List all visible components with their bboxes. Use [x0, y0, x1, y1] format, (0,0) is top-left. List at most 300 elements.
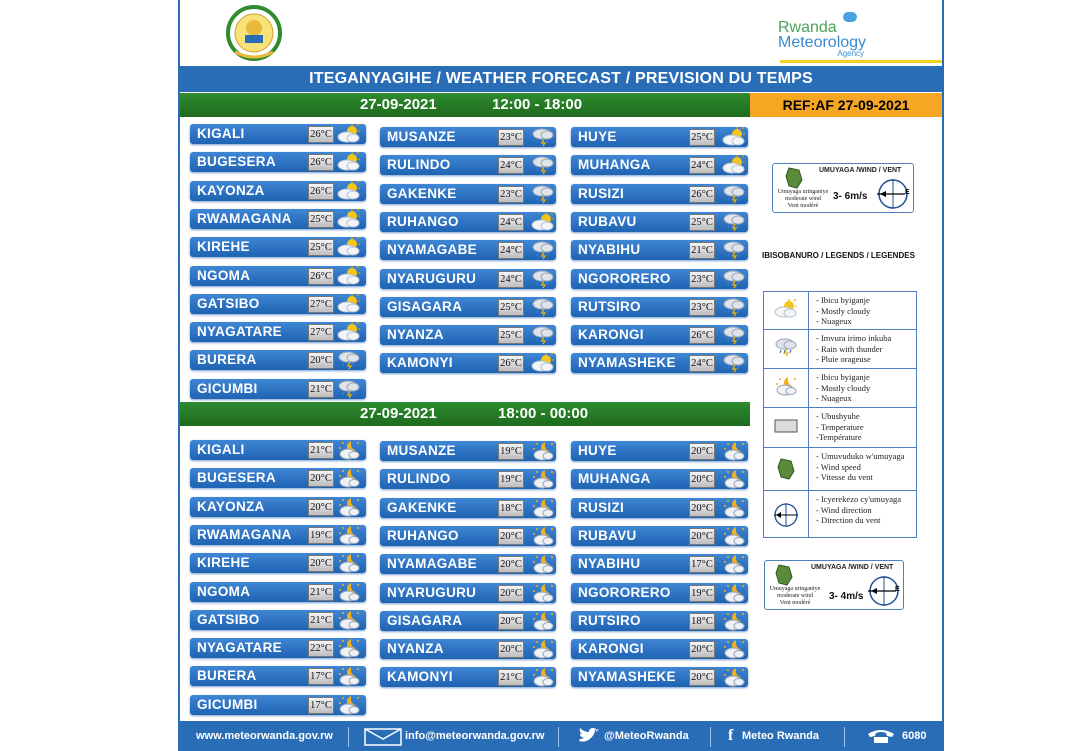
legend-text	[816, 411, 864, 443]
night-cloudy-icon	[336, 666, 362, 686]
temperature-value: 20°C	[308, 470, 334, 487]
night-cloudy-icon	[530, 526, 556, 546]
period-1-date: 27-09-2021	[360, 96, 437, 113]
city-row-ngororero	[571, 269, 748, 289]
temperature-value: 25°C	[308, 239, 334, 256]
city-row-nyagatare	[190, 638, 366, 658]
partly-cloudy-icon	[764, 292, 809, 330]
legend-item	[763, 291, 917, 331]
temperature-value: 19°C	[308, 527, 334, 544]
city-row-nyamasheke	[571, 667, 748, 687]
city-name: RUTSIRO	[578, 613, 641, 628]
footer-divider	[348, 727, 349, 747]
city-row-rwamagana	[190, 209, 366, 229]
temperature-value: 20°C	[498, 585, 524, 602]
temperature-value: 20°C	[498, 528, 524, 545]
temperature-value: 25°C	[689, 214, 715, 231]
city-name: NYAMASHEKE	[578, 669, 676, 684]
rain-thunder-icon	[530, 240, 556, 260]
footer-divider	[558, 727, 559, 747]
legend-text	[816, 295, 870, 327]
night-cloudy-icon	[336, 497, 362, 517]
temperature-value: 17°C	[308, 668, 334, 685]
temperature-value: 17°C	[689, 556, 715, 573]
night-cloudy-icon	[721, 611, 747, 631]
city-name: KAMONYI	[387, 355, 453, 370]
city-name: NYAGATARE	[197, 640, 282, 655]
city-name: RULINDO	[387, 471, 451, 486]
city-name: KIREHE	[197, 555, 250, 570]
night-cloudy-icon	[336, 525, 362, 545]
city-row-burera	[190, 350, 366, 370]
city-name: BUGESERA	[197, 470, 276, 485]
temperature-value: 21°C	[308, 584, 334, 601]
temperature-value: 21°C	[689, 242, 715, 259]
city-name: NGOMA	[197, 584, 251, 599]
city-row-nyamasheke	[571, 353, 748, 373]
wind-1-dir: E	[905, 189, 910, 196]
city-row-nyaruguru	[380, 583, 556, 603]
night-cloudy-icon	[336, 610, 362, 630]
city-row-musanze	[380, 127, 556, 147]
legend-line: - Imvura irimo inkuba	[816, 333, 892, 343]
city-name: BURERA	[197, 352, 257, 367]
legend-line: -Température	[816, 432, 862, 442]
period-1-header	[180, 93, 750, 117]
city-name: NYANZA	[387, 327, 444, 342]
city-row-kirehe	[190, 553, 366, 573]
wind-2-speed: 3- 4m/s	[829, 591, 864, 602]
city-name: NYABIHU	[578, 242, 641, 257]
city-row-bugesera	[190, 152, 366, 172]
legend-line: - Umuvuduko w'umuyaga	[816, 451, 905, 461]
legend-line: - Pluie orageuse	[816, 354, 871, 364]
legend-line: - Icyerekezo cy'umuyaga	[816, 494, 902, 504]
partly-cloudy-icon	[721, 155, 747, 175]
temperature-value: 19°C	[498, 443, 524, 460]
city-row-kamonyi	[380, 667, 556, 687]
city-name: KIREHE	[197, 239, 250, 254]
city-row-rulindo	[380, 469, 556, 489]
temperature-value: 27°C	[308, 296, 334, 313]
legend-item	[763, 407, 917, 448]
city-row-burera	[190, 666, 366, 686]
legend-line: - Wind direction	[816, 504, 872, 515]
city-name: RUBAVU	[578, 528, 637, 543]
temperature-value: 21°C	[308, 381, 334, 398]
city-row-rubavu	[571, 212, 748, 232]
legend-text	[816, 451, 904, 483]
city-name: KAMONYI	[387, 669, 453, 684]
night-cloudy-icon	[721, 639, 747, 659]
night-cloudy-icon	[530, 583, 556, 603]
period-1-time: 12:00 - 18:00	[492, 96, 583, 113]
city-name: NGORORERO	[578, 585, 671, 600]
rain-thunder-icon	[530, 155, 556, 175]
legend-line: - Direction du vent	[816, 515, 881, 525]
footer-divider	[710, 727, 711, 747]
temperature-value: 23°C	[498, 129, 524, 146]
night-cloudy-icon	[530, 639, 556, 659]
temperature-value: 24°C	[498, 214, 524, 231]
wind-speed-icon	[773, 563, 795, 587]
temperature-value: 20°C	[308, 352, 334, 369]
temperature-value: 26°C	[689, 327, 715, 344]
legend-line: - Vitesse du vent	[816, 472, 873, 482]
rwanda-emblem-logo	[225, 4, 283, 62]
city-row-nyanza	[380, 639, 556, 659]
agency-logo	[778, 20, 866, 58]
city-row-kigali	[190, 440, 366, 460]
city-name: NYAMASHEKE	[578, 355, 676, 370]
email-icon	[364, 728, 402, 746]
partly-cloudy-icon	[530, 212, 556, 232]
temperature-value: 24°C	[498, 157, 524, 174]
city-name: GISAGARA	[387, 299, 463, 314]
wind-1-speed: 3- 6m/s	[833, 191, 868, 202]
partly-cloudy-icon	[336, 181, 362, 201]
city-name: RUHANGO	[387, 214, 459, 229]
city-row-rubavu	[571, 526, 748, 546]
rain-thunder-icon	[721, 240, 747, 260]
city-name: NYABIHU	[578, 556, 641, 571]
city-row-nyamagabe	[380, 554, 556, 574]
city-name: KAYONZA	[197, 183, 265, 198]
footer	[180, 721, 942, 751]
city-name: BURERA	[197, 668, 257, 683]
rain-thunder-icon	[336, 350, 362, 370]
city-row-nyagatare	[190, 322, 366, 342]
agency-name-line2: Meteorology	[778, 34, 867, 51]
city-row-nyabihu	[571, 554, 748, 574]
temperature-value: 22°C	[308, 640, 334, 657]
city-row-rutsiro	[571, 611, 748, 631]
city-name: MUHANGA	[578, 471, 651, 486]
phone-icon	[866, 728, 896, 744]
city-name: KARONGI	[578, 641, 644, 656]
night-cloudy-icon	[530, 469, 556, 489]
partly-cloudy-icon	[336, 237, 362, 257]
legend-line: - Ibicu byiganje	[816, 372, 870, 382]
period-2-header	[180, 402, 750, 426]
night-cloudy-icon	[530, 554, 556, 574]
city-row-rulindo	[380, 155, 556, 175]
city-row-rutsiro	[571, 297, 748, 317]
legend-item	[763, 368, 917, 408]
temperature-value: 19°C	[689, 585, 715, 602]
city-row-gicumbi	[190, 695, 366, 715]
night-cloudy-icon	[336, 695, 362, 715]
night-cloudy-icon	[530, 441, 556, 461]
night-cloudy-icon	[721, 498, 747, 518]
city-row-bugesera	[190, 468, 366, 488]
temperature-value: 24°C	[689, 157, 715, 174]
city-name: NYANZA	[387, 641, 444, 656]
city-name: GICUMBI	[197, 381, 258, 396]
city-name: MUSANZE	[387, 129, 456, 144]
rain-thunder-icon	[721, 269, 747, 289]
partly-cloudy-icon	[336, 124, 362, 144]
temperature-value: 25°C	[498, 299, 524, 316]
email-link[interactable]: info@meteorwanda.gov.rw	[405, 730, 545, 742]
temperature-value: 26°C	[308, 126, 334, 143]
temperature-value: 20°C	[689, 528, 715, 545]
twitter-link[interactable]: @MeteoRwanda	[604, 730, 689, 742]
temperature-value: 23°C	[498, 186, 524, 203]
rain-thunder-icon	[530, 325, 556, 345]
legend-item	[763, 490, 917, 538]
legend-line: - Wind speed	[816, 461, 861, 472]
wind-box-2	[764, 560, 904, 610]
agency-name-line1: Rwanda	[778, 19, 837, 36]
temperature-value: 25°C	[498, 327, 524, 344]
temperature-value: 19°C	[498, 471, 524, 488]
agency-name-line3: Agency	[837, 49, 865, 58]
wind-2-desc-rw: Umuyaga uringaniye	[769, 586, 821, 592]
partly-cloudy-icon	[336, 294, 362, 314]
temperature-value: 25°C	[308, 211, 334, 228]
city-row-rwamagana	[190, 525, 366, 545]
legend-line: - Mostly cloudy	[816, 382, 871, 393]
city-row-karongi	[571, 639, 748, 659]
temperature-value: 20°C	[689, 641, 715, 658]
city-name: GAKENKE	[387, 500, 457, 515]
rain-thunder-icon	[721, 353, 747, 373]
wind-1-desc-en: moderate wind	[785, 196, 821, 202]
temperature-value: 26°C	[689, 186, 715, 203]
temperature-value: 18°C	[498, 500, 524, 517]
city-row-kigali	[190, 124, 366, 144]
city-row-nyaruguru	[380, 269, 556, 289]
legend-line: - Nuageux	[816, 316, 852, 326]
wind-box-1	[772, 163, 914, 213]
temperature-value: 26°C	[308, 268, 334, 285]
reference-badge: REF:AF 27-09-2021	[750, 93, 942, 117]
city-name: NYARUGURU	[387, 271, 477, 286]
city-name: KIGALI	[197, 442, 245, 457]
night-cloudy-icon	[336, 638, 362, 658]
city-name: NYARUGURU	[387, 585, 477, 600]
city-name: RWAMAGANA	[197, 211, 292, 226]
wind-1-desc-rw: Umuyaga uringaniye	[777, 189, 829, 195]
city-row-nyamagabe	[380, 240, 556, 260]
city-name: RUSIZI	[578, 186, 625, 201]
night-cloudy-icon	[336, 582, 362, 602]
header-stripe	[780, 60, 942, 63]
page-title: ITEGANYAGIHE / WEATHER FORECAST / PREVISION DU TEMPS	[180, 66, 942, 92]
temperature-value: 18°C	[689, 613, 715, 630]
rain-thunder-icon	[764, 330, 809, 368]
city-name: RULINDO	[387, 157, 451, 172]
city-name: NYAMAGABE	[387, 556, 477, 571]
temperature-value: 24°C	[689, 355, 715, 372]
legend-line: - Ibicu byiganje	[816, 295, 870, 305]
city-name: NGORORERO	[578, 271, 671, 286]
partly-cloudy-icon	[336, 266, 362, 286]
rain-thunder-icon	[336, 379, 362, 399]
facebook-icon: f	[728, 727, 734, 744]
wind-1-title: UMUYAGA /WIND / VENT	[819, 167, 902, 174]
temperature-value: 24°C	[498, 242, 524, 259]
legend-text	[816, 333, 891, 365]
partly-cloudy-icon	[336, 322, 362, 342]
city-name: KIGALI	[197, 126, 245, 141]
temperature-value: 20°C	[498, 613, 524, 630]
night-cloudy-icon	[721, 526, 747, 546]
city-name: GICUMBI	[197, 697, 258, 712]
temperature-value: 25°C	[689, 129, 715, 146]
temperature-value: 20°C	[689, 443, 715, 460]
night-cloudy-icon	[721, 667, 747, 687]
legend-line: - Mostly cloudy	[816, 305, 871, 316]
city-row-gatsibo	[190, 610, 366, 630]
night-cloudy-icon	[336, 440, 362, 460]
rain-thunder-icon	[721, 325, 747, 345]
rain-thunder-icon	[721, 297, 747, 317]
night-cloudy-icon	[530, 498, 556, 518]
period-2-time: 18:00 - 00:00	[498, 405, 589, 422]
city-name: KARONGI	[578, 327, 644, 342]
temperature-value: 26°C	[308, 183, 334, 200]
legend-title: IBISOBANURO / LEGENDS / LEGENDES	[762, 251, 915, 260]
footer-divider	[844, 727, 845, 747]
temperature-value: 26°C	[498, 355, 524, 372]
wind-speed-icon	[764, 448, 809, 490]
city-name: GATSIBO	[197, 612, 260, 627]
city-row-ngoma	[190, 266, 366, 286]
temperature-value: 21°C	[308, 612, 334, 629]
city-name: MUSANZE	[387, 443, 456, 458]
legend-line: - Ubushyuhe	[816, 411, 860, 421]
legend-line: - Nuageux	[816, 393, 852, 403]
night-cloudy-icon	[721, 469, 747, 489]
city-row-gakenke	[380, 184, 556, 204]
partly-cloudy-icon	[336, 209, 362, 229]
legend-line: - Rain with thunder	[816, 343, 883, 354]
night-cloudy-icon	[530, 611, 556, 631]
city-row-kayonza	[190, 497, 366, 517]
city-row-muhanga	[571, 155, 748, 175]
temperature-value: 20°C	[689, 500, 715, 517]
city-name: NGOMA	[197, 268, 251, 283]
temperature-value: 17°C	[308, 697, 334, 714]
temperature-value: 20°C	[689, 471, 715, 488]
city-row-ngororero	[571, 583, 748, 603]
city-row-kayonza	[190, 181, 366, 201]
partly-cloudy-icon	[721, 127, 747, 147]
temperature-value: 21°C	[498, 669, 524, 686]
city-name: BUGESERA	[197, 154, 276, 169]
night-cloudy-icon	[764, 369, 809, 407]
night-cloudy-icon	[721, 583, 747, 603]
city-row-huye	[571, 127, 748, 147]
temperature-value: 20°C	[498, 556, 524, 573]
temperature-value: 27°C	[308, 324, 334, 341]
city-row-huye	[571, 441, 748, 461]
wind-2-desc-en: moderate wind	[777, 593, 813, 599]
rain-thunder-icon	[721, 212, 747, 232]
city-row-ruhango	[380, 212, 556, 232]
wind-2-title: UMUYAGA /WIND / VENT	[811, 564, 894, 571]
city-row-musanze	[380, 441, 556, 461]
temperature-value: 20°C	[498, 641, 524, 658]
rain-thunder-icon	[530, 269, 556, 289]
period-2-date: 27-09-2021	[360, 405, 437, 422]
city-row-gatsibo	[190, 294, 366, 314]
temperature-value: 23°C	[689, 299, 715, 316]
temperature-value: 24°C	[498, 271, 524, 288]
cloud-icon	[843, 12, 857, 22]
legend-item	[763, 329, 917, 369]
city-name: NYAGATARE	[197, 324, 282, 339]
legend-line: - Temperature	[816, 421, 864, 432]
rain-thunder-icon	[530, 127, 556, 147]
wind-1-desc	[775, 189, 831, 210]
night-cloudy-icon	[721, 441, 747, 461]
city-row-ruhango	[380, 526, 556, 546]
city-name: GAKENKE	[387, 186, 457, 201]
city-name: GATSIBO	[197, 296, 260, 311]
wind-1-desc-fr: Vent modéré	[787, 203, 819, 209]
temperature-value: 23°C	[689, 271, 715, 288]
city-row-gisagara	[380, 297, 556, 317]
city-row-gakenke	[380, 498, 556, 518]
website-link[interactable]: www.meteorwanda.gov.rw	[196, 730, 333, 742]
night-cloudy-icon	[336, 468, 362, 488]
night-cloudy-icon	[336, 553, 362, 573]
city-row-ngoma	[190, 582, 366, 602]
temperature-box-icon	[764, 408, 809, 447]
facebook-link[interactable]: Meteo Rwanda	[742, 730, 820, 742]
city-row-karongi	[571, 325, 748, 345]
temperature-value: 20°C	[308, 499, 334, 516]
city-name: KAYONZA	[197, 499, 265, 514]
city-name: RWAMAGANA	[197, 527, 292, 542]
city-row-kirehe	[190, 237, 366, 257]
city-row-muhanga	[571, 469, 748, 489]
rain-thunder-icon	[530, 184, 556, 204]
city-row-kamonyi	[380, 353, 556, 373]
city-name: HUYE	[578, 443, 617, 458]
wind-2-dir: E	[895, 586, 900, 593]
city-name: RUTSIRO	[578, 299, 641, 314]
night-cloudy-icon	[530, 667, 556, 687]
city-row-gicumbi	[190, 379, 366, 399]
city-row-rusizi	[571, 184, 748, 204]
city-row-nyabihu	[571, 240, 748, 260]
rain-thunder-icon	[530, 297, 556, 317]
city-name: RUBAVU	[578, 214, 637, 229]
partly-cloudy-icon	[530, 353, 556, 373]
legend-text	[816, 494, 901, 526]
phone-link[interactable]: 6080	[902, 730, 927, 742]
temperature-value: 20°C	[308, 555, 334, 572]
wind-2-desc	[767, 586, 823, 607]
city-row-gisagara	[380, 611, 556, 631]
temperature-value: 21°C	[308, 442, 334, 459]
city-row-rusizi	[571, 498, 748, 518]
city-name: HUYE	[578, 129, 617, 144]
temperature-value: 26°C	[308, 154, 334, 171]
wind-direction-icon	[764, 491, 809, 537]
wind-speed-icon	[783, 166, 805, 190]
city-name: NYAMAGABE	[387, 242, 477, 257]
city-name: MUHANGA	[578, 157, 651, 172]
city-name: GISAGARA	[387, 613, 463, 628]
legend-item	[763, 447, 917, 491]
twitter-icon	[578, 727, 600, 745]
rain-thunder-icon	[721, 184, 747, 204]
